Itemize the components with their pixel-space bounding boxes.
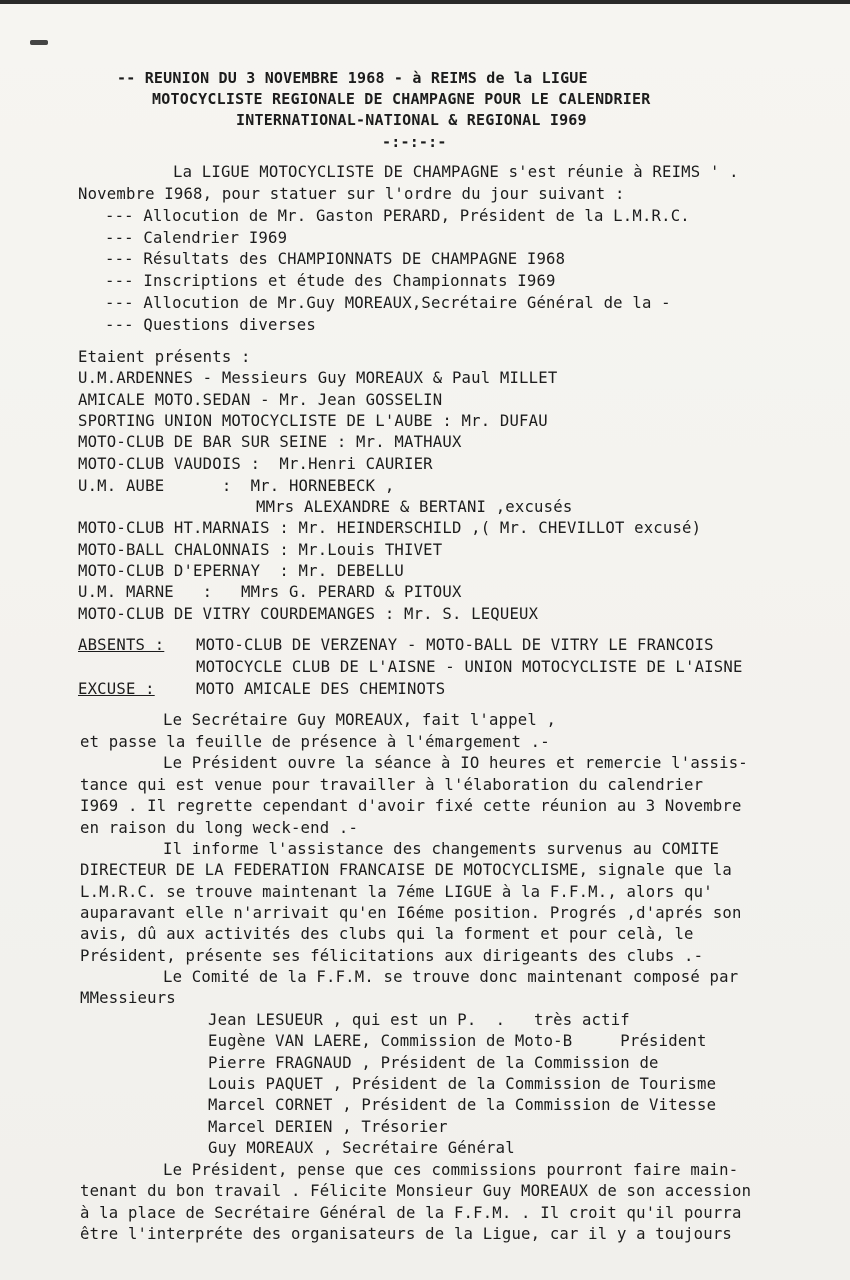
present-item: MOTO-CLUB VAUDOIS : Mr.Henri CAURIER [78, 455, 433, 473]
committee-member: Marcel CORNET , Président de la Commission de Vitesse [208, 1096, 717, 1114]
present-item: U.M.ARDENNES - Messieurs Guy MOREAUX & Paul MILLET [78, 369, 558, 387]
agenda-item: --- Inscriptions et étude des Championnats I969 [105, 272, 556, 290]
closing-line: tenant du bon travail . Félicite Monsieur Guy MOREAUX de son accession [80, 1182, 752, 1200]
agenda-item: --- Questions diverses [105, 316, 316, 334]
ink-mark [30, 40, 48, 45]
present-item: MMrs ALEXANDRE & BERTANI ,excusés [256, 498, 573, 516]
present-item: MOTO-CLUB DE BAR SUR SEINE : Mr. MATHAUX [78, 433, 462, 451]
absents-label: ABSENTS : [78, 636, 165, 654]
body-line: tance qui est venue pour travailler à l'élaboration du calendrier [80, 776, 704, 794]
present-item: SPORTING UNION MOTOCYCLISTE DE L'AUBE : Mr. DUFAU [78, 412, 548, 430]
absent-item: MOTOCYCLE CLUB DE L'AISNE - UNION MOTOCYCLISTE DE L'AISNE [196, 658, 743, 676]
committee-member: Marcel DERIEN , Trésorier [208, 1118, 448, 1136]
body-line: Président, présente ses félicitations aux dirigeants des clubs .- [80, 947, 704, 965]
intro-line-1: La LIGUE MOTOCYCLISTE DE CHAMPAGNE s'est réunie à REIMS ' . [173, 163, 739, 181]
agenda-item: --- Résultats des CHAMPIONNATS DE CHAMPAGNE I968 [105, 250, 566, 268]
body-line: L.M.R.C. se trouve maintenant la 7éme LIGUE à la F.F.M., alors qu' [80, 883, 713, 901]
body-line: en raison du long weck-end .- [80, 819, 359, 837]
present-item: MOTO-CLUB HT.MARNAIS : Mr. HEINDERSCHILD ,( Mr. CHEVILLOT excusé) [78, 519, 702, 537]
excuse-item: MOTO AMICALE DES CHEMINOTS [196, 680, 446, 698]
intro-line-2: Novembre I968, pour statuer sur l'ordre du jour suivant : [78, 185, 625, 203]
agenda-item: --- Allocution de Mr.Guy MOREAUX,Secrétaire Général de la - [105, 294, 671, 312]
agenda-item: --- Calendrier I969 [105, 229, 288, 247]
committee-member: Guy MOREAUX , Secrétaire Général [208, 1139, 515, 1157]
body-line: Il informe l'assistance des changements survenus au COMITE [163, 840, 720, 858]
body-line: I969 . Il regrette cependant d'avoir fixé cette réunion au 3 Novembre [80, 797, 742, 815]
body-line: avis, dû aux activités des clubs qui la forment et pour celà, le [80, 925, 694, 943]
committee-member: Jean LESUEUR , qui est un P. . très actif [208, 1011, 630, 1029]
body-line: Le Président ouvre la séance à IO heures et remercie l'assis- [163, 754, 748, 772]
body-line: Le Comité de la F.F.M. se trouve donc maintenant composé par [163, 968, 739, 986]
present-item: U.M. MARNE : MMrs G. PERARD & PITOUX [78, 583, 462, 601]
present-item: MOTO-BALL CHALONNAIS : Mr.Louis THIVET [78, 541, 443, 559]
present-item: AMICALE MOTO.SEDAN - Mr. Jean GOSSELIN [78, 391, 443, 409]
closing-line: être l'interpréte des organisateurs de la Ligue, car il y a toujours [80, 1225, 732, 1243]
excuse-label: EXCUSE : [78, 680, 155, 698]
header-line-2: MOTOCYCLISTE REGIONALE DE CHAMPAGNE POUR LE CALENDRIER [152, 90, 651, 108]
body-line: auparavant elle n'arrivait qu'en I6éme position. Progrés ,d'aprés son [80, 904, 742, 922]
body-line: DIRECTEUR DE LA FEDERATION FRANCAISE DE MOTOCYCLISME, signale que la [80, 861, 732, 879]
closing-line: à la place de Secrétaire Général de la F.F.M. . Il croit qu'il pourra [80, 1204, 742, 1222]
closing-line: Le Président, pense que ces commissions pourront faire main- [163, 1161, 739, 1179]
top-border [0, 0, 850, 4]
agenda-item: --- Allocution de Mr. Gaston PERARD, Président de la L.M.R.C. [105, 207, 690, 225]
body-line: MMessieurs [80, 989, 176, 1007]
present-item: MOTO-CLUB DE VITRY COURDEMANGES : Mr. S. LEQUEUX [78, 605, 539, 623]
committee-member: Pierre FRAGNAUD , Président de la Commission de [208, 1054, 659, 1072]
committee-member: Eugène VAN LAERE, Commission de Moto-B Président [208, 1032, 707, 1050]
header-line-1: -- REUNION DU 3 NOVEMBRE 1968 - à REIMS de la LIGUE [117, 69, 588, 87]
header-separator: -:-:-:- [382, 133, 447, 151]
present-item: MOTO-CLUB D'EPERNAY : Mr. DEBELLU [78, 562, 404, 580]
header-line-3: INTERNATIONAL-NATIONAL & REGIONAL I969 [236, 111, 587, 129]
absent-item: MOTO-CLUB DE VERZENAY - MOTO-BALL DE VITRY LE FRANCOIS [196, 636, 714, 654]
committee-member: Louis PAQUET , Président de la Commission de Tourisme [208, 1075, 717, 1093]
present-title: Etaient présents : [78, 348, 251, 366]
body-line: Le Secrétaire Guy MOREAUX, fait l'appel , [163, 711, 557, 729]
present-item: U.M. AUBE : Mr. HORNEBECK , [78, 477, 395, 495]
body-line: et passe la feuille de présence à l'émargement .- [80, 733, 550, 751]
